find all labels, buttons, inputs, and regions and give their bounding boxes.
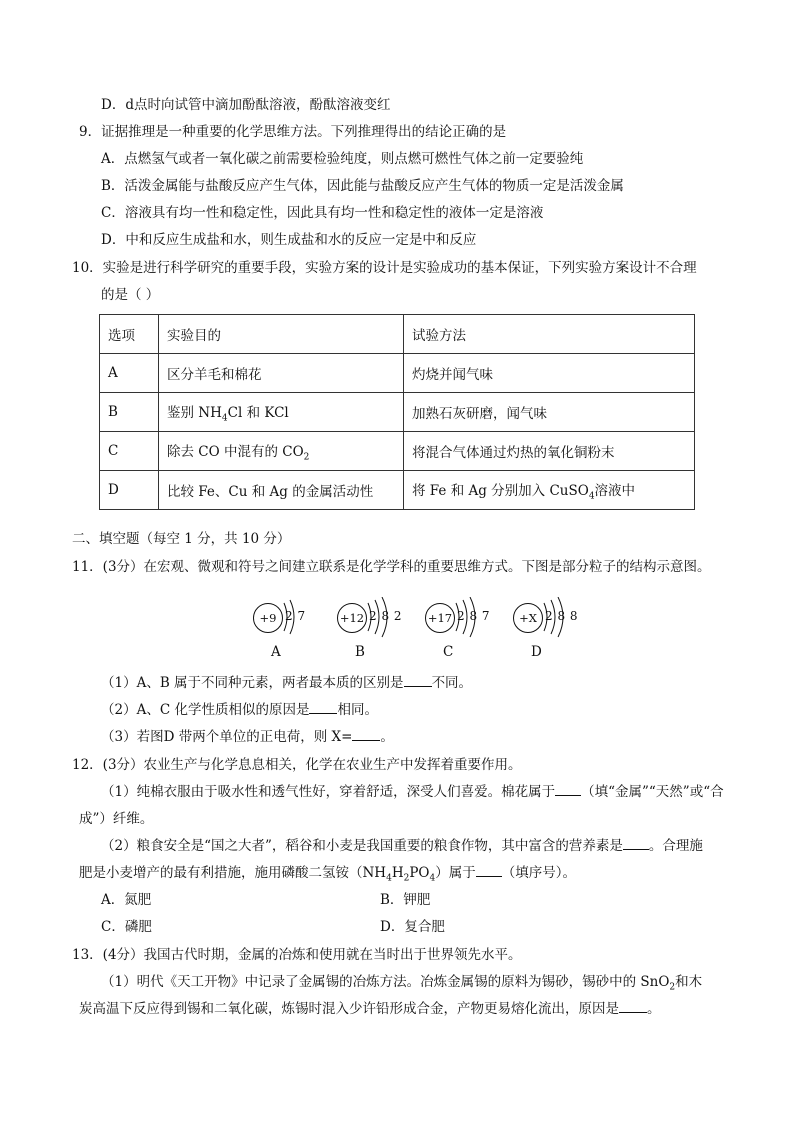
header-option: 选项 (100, 315, 159, 354)
particle-label: B (355, 644, 365, 660)
electron-counts: 2 8 7 (457, 609, 491, 623)
nucleus: +9 (253, 603, 283, 633)
particle-label: C (443, 644, 454, 660)
electron-counts: 2 8 8 (545, 609, 579, 623)
answer-blank[interactable] (352, 728, 380, 741)
q12-part-1-line1: （1）纯棉衣服由于吸水性和透气性好，穿着舒适，深受人们喜爱。棉花属于 （填“金属”“天然”或“合 (101, 784, 724, 800)
q12-option-d: D．复合肥 (380, 919, 445, 935)
q11-part-3: （3）若图D 带两个单位的正电荷，则 X= 。 (101, 729, 394, 745)
row-method: 加熟石灰研磨，闻气味 (404, 393, 695, 432)
q10-stem-line2: 的是（ ） (101, 287, 160, 303)
q12-part-2-line1: （2）粮食安全是“国之大者”，稻谷和小麦是我国重要的粮食作物，其中富含的营养素是 。合理施 (101, 838, 703, 854)
table-header-row (100, 315, 695, 354)
electron-counts: 2 8 2 (369, 609, 403, 623)
q12-part-2-line2: 肥是小麦增产的最有利措施，施用磷酸二氢铵$(NH_4H_2PO_4)$属于 （填序号）。 (79, 865, 576, 884)
particle-d-diagram (513, 597, 593, 660)
header-purpose: 实验目的 (159, 315, 404, 354)
q9-stem: 9．证据推理是一种重要的化学思维方法。下列推理得出的结论正确的是 (79, 124, 507, 140)
row-purpose: 除去 CO 中混有的 $CO_2$ (159, 432, 404, 471)
table-row (100, 471, 695, 510)
row-option: B (100, 393, 159, 432)
particle-b-diagram (337, 597, 417, 660)
q9-option-a: A．点燃氢气或者一氧化碳之前需要检验纯度，则点燃可燃性气体之前一定要验纯 (101, 151, 584, 167)
table-row (100, 393, 695, 432)
q11-part-1: （1）A、B 属于不同种元素，两者最本质的区别是 不同。 (101, 675, 473, 691)
particle-label: D (531, 644, 542, 660)
q11-stem: 11．(3分）在宏观、微观和符号之间建立联系是化学学科的重要思维方式。下图是部分粒子的结构示意图。 (72, 559, 711, 575)
q8-option-d: D．d点时向试管中滴加酚酞溶液，酚酞溶液变红 (101, 97, 391, 113)
answer-blank[interactable] (476, 864, 502, 877)
q11-part-2: （2）A、C 化学性质相似的原因是 相同。 (101, 702, 378, 718)
row-option: A (100, 354, 159, 393)
particle-a-diagram (253, 597, 333, 660)
row-purpose: 区分羊毛和棉花 (159, 354, 404, 393)
q9-option-c: C．溶液具有均一性和稳定性，因此具有均一性和稳定性的液体一定是溶液 (101, 205, 544, 221)
electron-counts: 2 7 (285, 609, 306, 623)
answer-blank[interactable] (309, 701, 337, 714)
section-2-heading: 二、填空题（每空 1 分，共 10 分） (72, 531, 291, 547)
q13-part-1-line1: （1）明代《天工开物》中记录了金属锡的冶炼方法。冶炼金属锡的原料为锡砂，锡砂中的 SnO$_2$和木 (101, 974, 703, 993)
row-option: C (100, 432, 159, 471)
row-purpose: 鉴别 $NH_4Cl$ 和 KCl (159, 393, 404, 432)
table-row (100, 432, 695, 471)
nucleus: +17 (425, 603, 455, 633)
nucleus: +12 (337, 603, 367, 633)
answer-blank[interactable] (555, 783, 581, 796)
answer-blank[interactable] (619, 1000, 647, 1013)
q12-stem: 12．(3分）农业生产与化学息息相关，化学在农业生产中发挥着重要作用。 (72, 757, 522, 773)
particle-c-diagram (425, 597, 505, 660)
row-method: 将混合气体通过灼热的氧化铜粉末 (404, 432, 695, 471)
particle-label: A (271, 644, 281, 660)
table-row (100, 354, 695, 393)
q12-option-a: A．氮肥 (101, 892, 152, 908)
q12-option-c: C．磷肥 (101, 919, 152, 935)
header-method: 试验方法 (404, 315, 695, 354)
q9-option-d: D．中和反应生成盐和水，则生成盐和水的反应一定是中和反应 (101, 232, 477, 248)
q9-option-b: B．活泼金属能与盐酸反应产生气体，因此能与盐酸反应产生气体的物质一定是活泼金属 (101, 178, 624, 194)
row-option: D (100, 471, 159, 510)
nucleus: +X (513, 603, 543, 633)
answer-blank[interactable] (623, 837, 649, 850)
q12-option-b: B．钾肥 (380, 892, 431, 908)
row-purpose: 比较 Fe、Cu 和 Ag 的金属活动性 (159, 471, 404, 510)
q12-part-1-line2: 成”）纤维。 (79, 811, 154, 827)
q10-stem-line1: 10．实验是进行科学研究的重要手段，实验方案的设计是实验成功的基本保证，下列实验方案设计不合理 (72, 260, 697, 276)
row-method: 将 Fe 和 Ag 分别加入 CuSO$_4$溶液中 (404, 471, 695, 510)
answer-blank[interactable] (404, 674, 432, 687)
q13-stem: 13．(4分）我国古代时期，金属的冶炼和使用就在当时出于世界领先水平。 (72, 947, 522, 963)
q10-options-table (99, 314, 695, 510)
row-method: 灼烧并闻气味 (404, 354, 695, 393)
q13-part-1-line2: 炭高温下反应得到锡和二氧化碳，炼锡时混入少许铅形成合金，产物更易熔化流出，原因是 。 (79, 1001, 661, 1017)
